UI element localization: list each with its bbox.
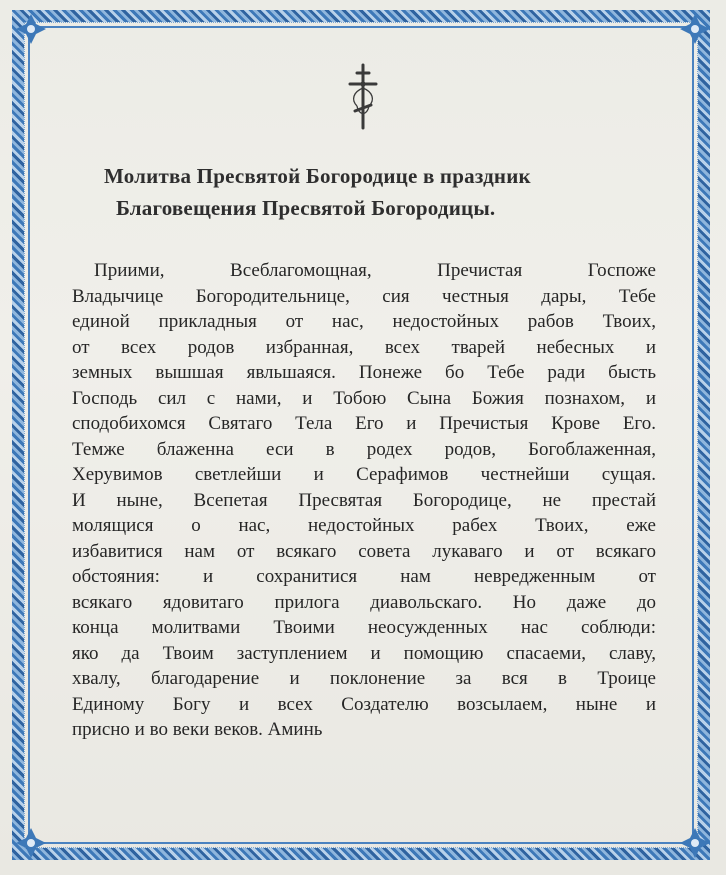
prayer-line: Единому Богу и всех Создателю возсылаем, ныне и: [72, 693, 656, 715]
page-title: [90, 160, 650, 224]
prayer-line: земных вышшая явльшаяся. Понеже бо Тебе ради бысть: [72, 362, 656, 383]
prayer-line: хвалу, благодарение и поклонение за вся в Троице: [72, 668, 656, 689]
corner-ornament-icon: [678, 12, 712, 46]
prayer-line: сподобихомся Святаго Тела Его и Пречистыя Крове Его.: [72, 413, 656, 434]
orthodox-cross-icon: [343, 62, 383, 132]
prayer-line: конца молитвами Твоими неосужденных нас соблюди:: [72, 617, 656, 638]
prayer-line: всякаго ядовитаго прилога диавольскаго. Но даже до: [72, 591, 656, 613]
prayer-line: обстояния: и сохранитися нам невредженным от: [72, 566, 656, 587]
prayer-line: Владычице Богородительнице, сия честныя дары, Тебе: [72, 285, 656, 307]
title-line-2: Благовещения Пресвятой Богородицы.: [116, 196, 496, 220]
prayer-text: [72, 258, 656, 743]
prayer-line: молящися о нас, недостойных рабех Твоих, еже: [72, 515, 656, 536]
prayer-line: единой прикладныя от нас, недостойных рабов Твоих,: [72, 311, 656, 332]
prayer-line: Темже блаженна еси в родех родов, Богоблаженная,: [72, 438, 656, 460]
prayer-line: яко да Твоим заступлением и помощию спасаеми, славу,: [72, 642, 656, 664]
prayer-line: И ныне, Всепетая Пресвятая Богородице, не престай: [72, 489, 656, 511]
title-line-1: Молитва Пресвятой Богородице в праздник: [104, 164, 531, 188]
prayer-line: избавитися нам от всякаго совета лукаваго и от всякаго: [72, 540, 656, 562]
prayer-line: присно и во веки веков. Аминь: [72, 719, 323, 740]
prayer-line: Херувимов светлейши и Серафимов честнейши сущая.: [72, 464, 656, 485]
corner-ornament-icon: [14, 12, 48, 46]
prayer-line: от всех родов избранная, всех тварей небесных и: [72, 336, 656, 358]
corner-ornament-icon: [678, 826, 712, 860]
prayer-line: Приими, Всеблагомощная, Пречистая Госпоже: [94, 260, 656, 281]
corner-ornament-icon: [14, 826, 48, 860]
prayer-line: Господь сил с нами, и Тобою Сына Божия познахом, и: [72, 387, 656, 409]
